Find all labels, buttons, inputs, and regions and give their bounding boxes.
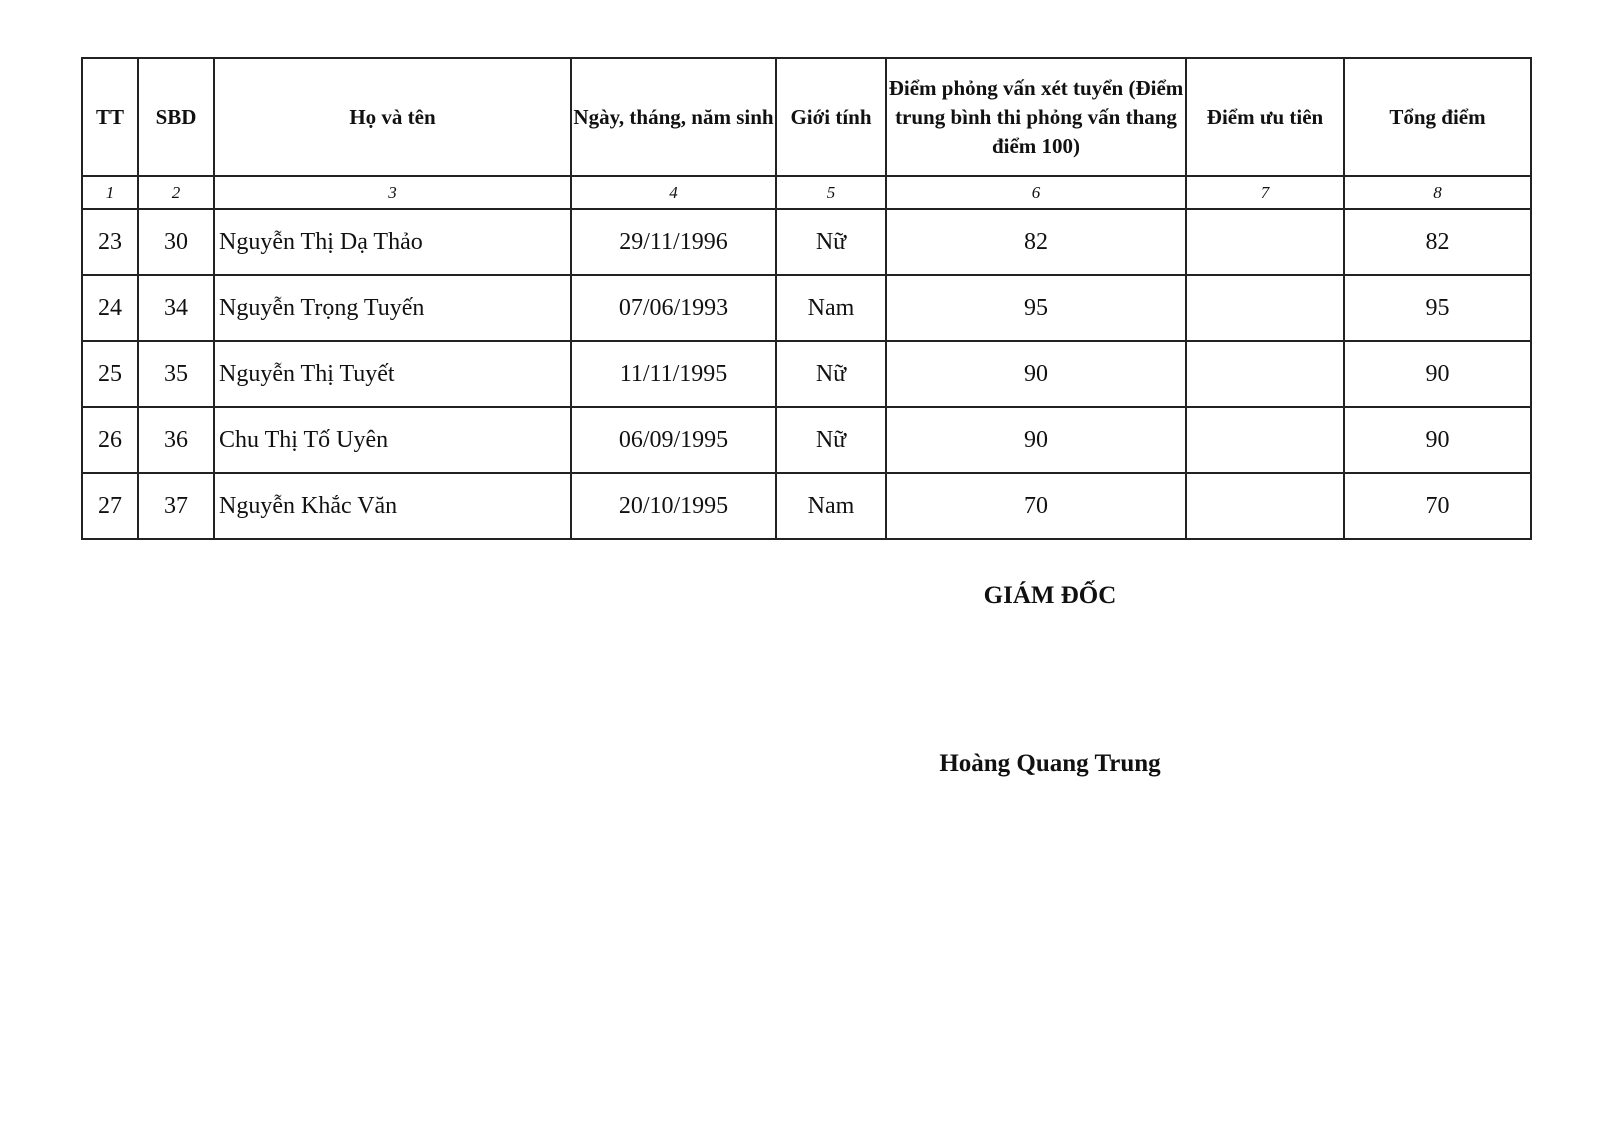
cell-date-of-birth: 29/11/1996 bbox=[571, 209, 776, 275]
header-row bbox=[82, 58, 1531, 176]
table-row bbox=[82, 275, 1531, 341]
cell-interview-score: 90 bbox=[886, 407, 1186, 473]
table-row bbox=[82, 407, 1531, 473]
header-interview-score: Điểm phỏng vấn xét tuyển (Điểm trung bình thi phỏng vấn thang điểm 100) bbox=[886, 58, 1186, 176]
signatory-name: Hoàng Quang Trung bbox=[939, 750, 1161, 777]
column-number-row bbox=[82, 176, 1531, 209]
cell-priority-score bbox=[1186, 407, 1344, 473]
cell-interview-score: 70 bbox=[886, 473, 1186, 539]
cell-priority-score bbox=[1186, 473, 1344, 539]
cell-full-name: Nguyễn Trọng Tuyến bbox=[214, 275, 571, 341]
table-row bbox=[82, 341, 1531, 407]
column-number: 4 bbox=[571, 176, 776, 209]
cell-full-name: Nguyễn Thị Dạ Thảo bbox=[214, 209, 571, 275]
header-priority-score: Điểm ưu tiên bbox=[1186, 58, 1344, 176]
table-row bbox=[82, 473, 1531, 539]
cell-priority-score bbox=[1186, 275, 1344, 341]
cell-date-of-birth: 06/09/1995 bbox=[571, 407, 776, 473]
cell-interview-score: 82 bbox=[886, 209, 1186, 275]
cell-interview-score: 95 bbox=[886, 275, 1186, 341]
column-number: 2 bbox=[138, 176, 214, 209]
header-tt: TT bbox=[82, 58, 138, 176]
cell-sbd: 35 bbox=[138, 341, 214, 407]
column-number: 8 bbox=[1344, 176, 1531, 209]
table-row bbox=[82, 209, 1531, 275]
header-date-of-birth: Ngày, tháng, năm sinh bbox=[571, 58, 776, 176]
cell-priority-score bbox=[1186, 209, 1344, 275]
cell-tt: 23 bbox=[82, 209, 138, 275]
cell-interview-score: 90 bbox=[886, 341, 1186, 407]
cell-total-score: 90 bbox=[1344, 407, 1531, 473]
cell-full-name: Nguyễn Khắc Văn bbox=[214, 473, 571, 539]
cell-tt: 25 bbox=[82, 341, 138, 407]
header-full-name: Họ và tên bbox=[214, 58, 571, 176]
cell-gender: Nữ bbox=[776, 407, 886, 473]
cell-date-of-birth: 11/11/1995 bbox=[571, 341, 776, 407]
cell-total-score: 90 bbox=[1344, 341, 1531, 407]
column-number: 7 bbox=[1186, 176, 1344, 209]
cell-tt: 24 bbox=[82, 275, 138, 341]
cell-gender: Nam bbox=[776, 473, 886, 539]
header-sbd: SBD bbox=[138, 58, 214, 176]
cell-sbd: 36 bbox=[138, 407, 214, 473]
cell-sbd: 30 bbox=[138, 209, 214, 275]
cell-tt: 26 bbox=[82, 407, 138, 473]
cell-date-of-birth: 20/10/1995 bbox=[571, 473, 776, 539]
cell-sbd: 37 bbox=[138, 473, 214, 539]
column-number: 1 bbox=[82, 176, 138, 209]
column-number: 5 bbox=[776, 176, 886, 209]
cell-date-of-birth: 07/06/1993 bbox=[571, 275, 776, 341]
cell-sbd: 34 bbox=[138, 275, 214, 341]
cell-gender: Nam bbox=[776, 275, 886, 341]
cell-tt: 27 bbox=[82, 473, 138, 539]
header-total-score: Tổng điểm bbox=[1344, 58, 1531, 176]
column-number: 3 bbox=[214, 176, 571, 209]
cell-total-score: 70 bbox=[1344, 473, 1531, 539]
cell-priority-score bbox=[1186, 341, 1344, 407]
column-number: 6 bbox=[886, 176, 1186, 209]
cell-full-name: Nguyễn Thị Tuyết bbox=[214, 341, 571, 407]
results-table bbox=[81, 57, 1532, 540]
cell-total-score: 82 bbox=[1344, 209, 1531, 275]
header-gender: Giới tính bbox=[776, 58, 886, 176]
cell-total-score: 95 bbox=[1344, 275, 1531, 341]
signatory-title: GIÁM ĐỐC bbox=[983, 582, 1117, 609]
cell-gender: Nữ bbox=[776, 209, 886, 275]
cell-gender: Nữ bbox=[776, 341, 886, 407]
cell-full-name: Chu Thị Tố Uyên bbox=[214, 407, 571, 473]
